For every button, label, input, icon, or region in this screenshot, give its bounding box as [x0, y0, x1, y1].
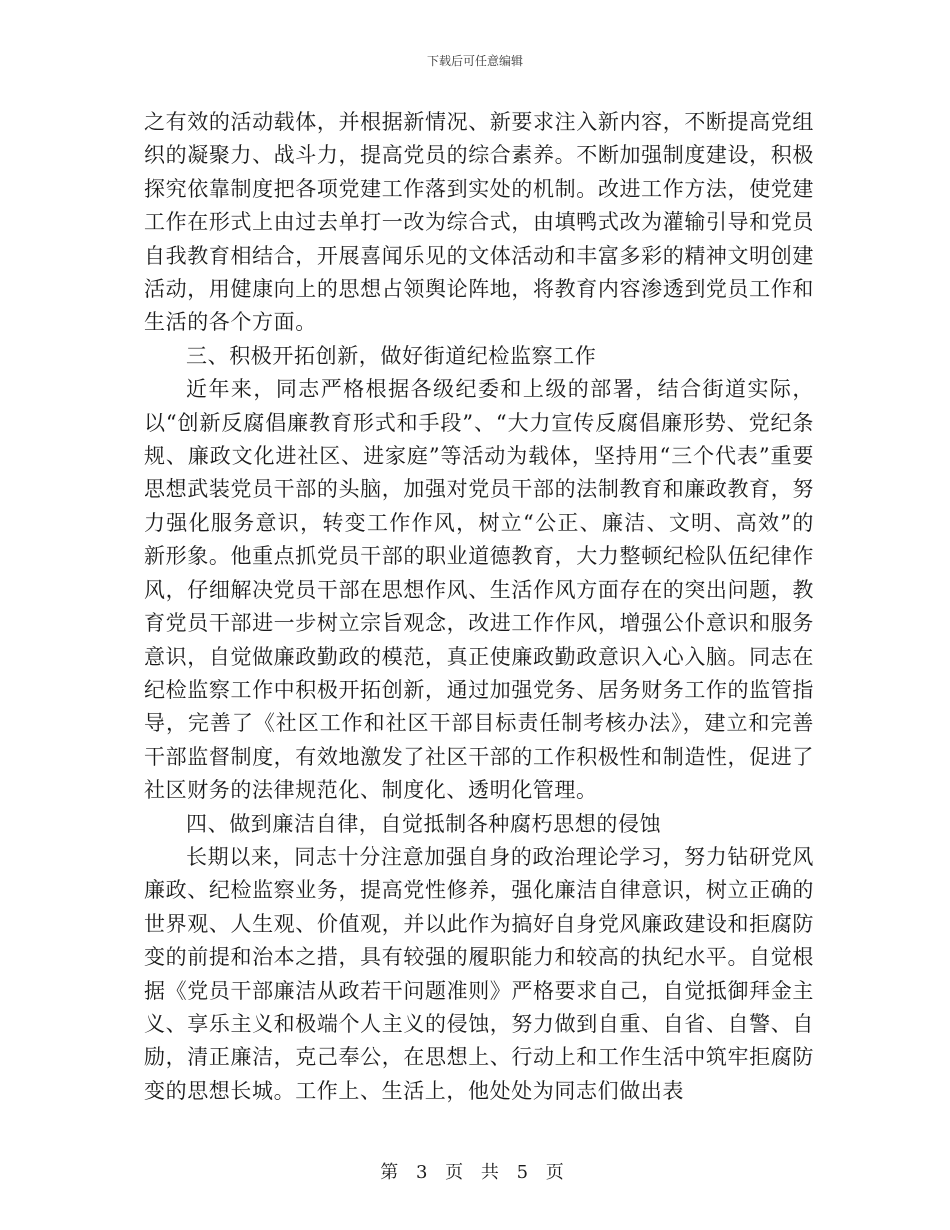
paragraph-discipline-work: 近年来，同志严格根据各级纪委和上级的部署，结合街道实际，以“创新反腐倡廉教育形式和手段”、“大力宣传反腐倡廉形势、党纪条规、廉政文化进社区、进家庭”等活动为载体，坚持用“三个代表”重要思想武装党员干部的头脑，加强对党员干部的法制教育和廉政教育，努力强化服务意识，转变工作作风，树立“公正、廉洁、文明、高效”的新形象。他重点抓党员干部的职业道德教育，大力整顿纪检队伍纪律作风，仔细解决党员干部在思想作风、生活作风方面存在的突出问题，教育党员干部进一步树立宗旨观念，改进工作作风，增强公仆意识和服务意识，自觉做廉政勤政的模范，真正使廉政勤政意识入心入脑。同志在纪检监察工作中积极开拓创新，通过加强党务、居务财务工作的监管指导，完善了《社区工作和社区干部目标责任制考核办法》，建立和完善干部监督制度，有效地激发了社区干部的工作积极性和制造性，促进了社区财务的法律规范化、制度化、透明化管理。: [144, 377, 814, 803]
paragraph-self-discipline: 长期以来，同志十分注意加强自身的政治理论学习，努力钻研党风廉政、纪检监察业务，提高党性修养，强化廉洁自律意识，树立正确的世界观、人生观、价值观，并以此作为搞好自身党风廉政建设和拒腐防变的前提和治本之措，具有较强的履职能力和较高的执纪水平。自觉根据《党员干部廉洁从政若干问题准则》严格要求自己，自觉抵御拜金主义、享乐主义和极端个人主义的侵蚀，努力做到自重、自省、自警、自励，清正廉洁，克己奉公，在思想上、行动上和工作生活中筑牢拒腐防变的思想长城。工作上、生活上，他处处为同志们做出表: [144, 844, 814, 1103]
page-header: 下载后可任意编辑: [426, 54, 523, 68]
page-number-footer: 第 3 页 共 5 页: [380, 1162, 570, 1183]
section-heading-3: 三、积极开拓创新，做好街道纪检监察工作: [186, 343, 597, 368]
document-body: [144, 106, 814, 1108]
section-heading-4: 四、做到廉洁自律，自觉抵制各种腐朽思想的侵蚀: [186, 811, 662, 836]
paragraph-continuation: 之有效的活动载体，并根据新情况、新要求注入新内容，不断提高党组织的凝聚力、战斗力，提高党员的综合素养。不断加强制度建设，积极探究依靠制度把各项党建工作落到实处的机制。改进工作方法，使党建工作在形式上由过去单打一改为综合式，由填鸭式改为灌输引导和党员自我教育相结合，开展喜闻乐见的文体活动和丰富多彩的精神文明创建活动，用健康向上的思想占领舆论阵地，将教育内容渗透到党员工作和生活的各个方面。: [144, 110, 814, 335]
